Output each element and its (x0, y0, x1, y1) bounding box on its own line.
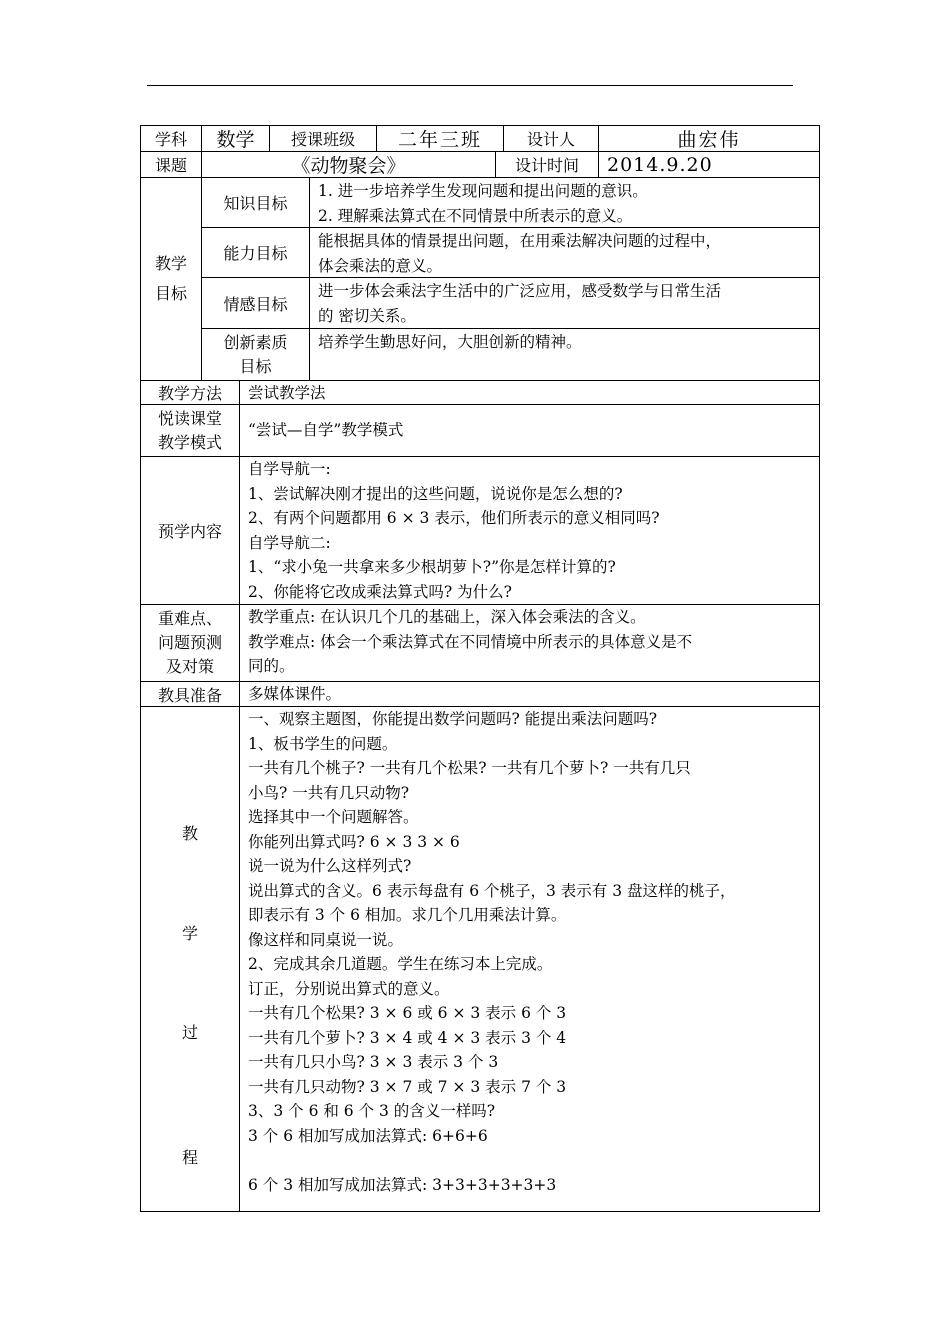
designer-value: 曲宏伟 (599, 126, 820, 152)
goal-knowledge-label: 知识目标 (202, 178, 310, 228)
mode-label (141, 405, 240, 457)
subject-label: 学科 (141, 126, 202, 152)
process-line: 说出算式的含义。6 表示每盘有 6 个桃子，3 表示有 3 盘这样的桃子， (248, 881, 736, 900)
difficulty-line: 教学难点: 体会一个乘法算式在不同情境中所表示的具体意义是不 (248, 632, 693, 651)
designer-label: 设计人 (504, 126, 599, 152)
mode-label-line1: 悦读课堂 (157, 408, 222, 428)
process-line: 3 个 6 相加写成加法算式: 6+6+6 (248, 1126, 488, 1145)
process-row (140, 707, 820, 1212)
method-row (140, 381, 820, 405)
goals-subtable (202, 178, 820, 381)
mode-label-line2: 教学模式 (157, 432, 222, 452)
difficulty-line: 教学重点: 在认识几个几的基础上，深入体会乘法的含义。 (248, 608, 646, 626)
process-line: 订正，分别说出算式的意义。 (248, 979, 450, 998)
process-line: 你能列出算式吗? 6 × 3 3 × 6 (248, 832, 460, 851)
subject-value: 数学 (202, 126, 270, 152)
header-row-2 (140, 152, 820, 178)
goals-label-line1: 教学 (154, 254, 187, 273)
goal-line: 培养学生勤思好问，大胆创新的精神。 (318, 333, 582, 351)
goal-innovation-label-line1: 创新素质 (223, 332, 288, 352)
goal-innovation (202, 329, 820, 381)
goal-line: 进一步体会乘法字生活中的广泛应用，感受数学与日常生活 (318, 282, 722, 300)
goal-innovation-text (310, 329, 820, 381)
class-value: 二年三班 (377, 126, 504, 152)
preview-line: 1、尝试解决刚才提出的这些问题，说说你是怎么想的? (248, 484, 623, 503)
difficulty-row (140, 605, 820, 682)
goal-line: 能根据具体的情景提出问题，在用乘法解决问题的过程中， (318, 232, 722, 250)
goal-ability-label: 能力目标 (202, 228, 310, 278)
process-line (248, 1148, 811, 1173)
goal-line: 1. 进一步培养学生发现问题和提出问题的意识。 (318, 182, 648, 200)
goal-ability-text (310, 228, 820, 278)
goal-emotion-label: 情感目标 (202, 278, 310, 329)
mode-value: “尝试—自学”教学模式 (240, 405, 820, 457)
process-line: 说一说为什么这样列式? (248, 857, 412, 875)
preview-line: 1、“求小兔一共拿来多少根胡萝卜?”你是怎样计算的? (248, 558, 616, 576)
method-label: 教学方法 (141, 381, 240, 405)
goal-innovation-label (202, 329, 310, 381)
difficulty-label-line1: 重难点、 (157, 609, 222, 628)
method-value: 尝试教学法 (240, 381, 820, 405)
topic-label: 课题 (141, 152, 202, 178)
class-label: 授课班级 (270, 126, 377, 152)
goal-emotion (202, 278, 820, 329)
process-line: 3、3 个 6 和 6 个 3 的含义一样吗? (248, 1102, 496, 1120)
preview-content (240, 457, 820, 605)
header-rule (147, 85, 793, 86)
difficulty-line: 同的。 (248, 657, 295, 675)
goal-emotion-text (310, 278, 820, 329)
process-line: 6 个 3 相加写成加法算式: 3+3+3+3+3+3 (248, 1175, 557, 1194)
tools-label: 教具准备 (141, 682, 240, 707)
process-line: 一共有几只小鸟? 3 × 3 表示 3 个 3 (248, 1053, 499, 1071)
goal-knowledge (202, 178, 820, 228)
difficulty-label-line3: 及对策 (165, 657, 214, 676)
lesson-plan-table (140, 125, 820, 1212)
tools-value: 多媒体课件。 (240, 682, 820, 707)
goals-row (140, 178, 820, 381)
goal-ability (202, 228, 820, 278)
header-row-1 (140, 125, 820, 152)
process-line: 选择其中一个问题解答。 (248, 808, 419, 826)
difficulty-content (240, 605, 820, 682)
preview-label: 预学内容 (141, 457, 240, 605)
difficulty-label-line2: 问题预测 (157, 633, 222, 652)
process-label-char: 过 (182, 1023, 199, 1042)
process-line: 一共有几个萝卜? 3 × 4 或 4 × 3 表示 3 个 4 (248, 1028, 567, 1047)
design-time-label: 设计时间 (496, 152, 599, 178)
goal-line: 体会乘法的意义。 (318, 256, 443, 275)
design-time-value: 2014.9.20 (599, 152, 820, 178)
process-label-char: 学 (182, 924, 199, 943)
process-line: 1、板书学生的问题。 (248, 734, 398, 753)
process-label-char: 程 (182, 1148, 199, 1167)
preview-row (140, 457, 820, 605)
process-line: 即表示有 3 个 6 相加。求几个几用乘法计算。 (248, 906, 567, 924)
process-label-char: 教 (182, 824, 199, 843)
topic-value: 《动物聚会》 (202, 152, 496, 178)
goal-knowledge-text (310, 178, 820, 228)
preview-line: 自学导航二: (248, 533, 331, 552)
preview-line: 2、你能将它改成乘法算式吗? 为什么? (248, 582, 512, 601)
process-line: 2、完成其余几道题。学生在练习本上完成。 (248, 955, 553, 973)
preview-line: 2、有两个问题都用 6 × 3 表示，他们所表示的意义相同吗? (248, 509, 660, 527)
process-content (240, 707, 820, 1212)
tools-row (140, 682, 820, 707)
goal-line: 的 密切关系。 (318, 306, 416, 325)
process-line: 一共有几个桃子? 一共有几个松果? 一共有几个萝卜? 一共有几只 (248, 759, 691, 777)
goal-line: 2. 理解乘法算式在不同情景中所表示的意义。 (318, 206, 633, 225)
process-line: 一、观察主题图，你能提出数学问题吗? 能提出乘法问题吗? (248, 710, 658, 728)
process-line: 一共有几个松果? 3 × 6 或 6 × 3 表示 6 个 3 (248, 1004, 567, 1022)
process-line: 小鸟? 一共有几只动物? (248, 783, 410, 802)
process-line: 像这样和同桌说一说。 (248, 930, 404, 949)
process-label (141, 707, 240, 1212)
process-line: 一共有几只动物? 3 × 7 或 7 × 3 表示 7 个 3 (248, 1077, 567, 1096)
difficulty-label (141, 605, 240, 682)
preview-line: 自学导航一: (248, 460, 331, 478)
mode-row (140, 405, 820, 457)
goals-label-line2: 目标 (154, 284, 187, 303)
goals-label (141, 178, 202, 381)
goal-innovation-label-line2: 目标 (239, 356, 272, 376)
